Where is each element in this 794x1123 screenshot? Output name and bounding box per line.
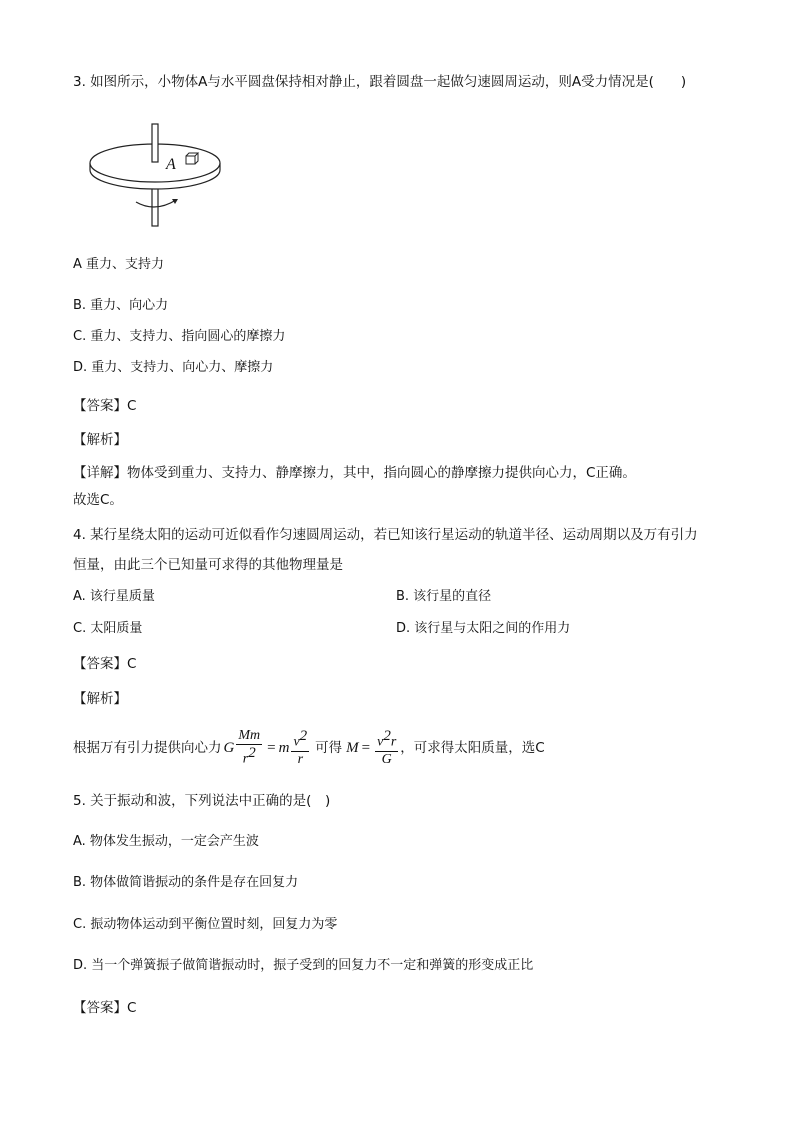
q4-option-c[interactable]: C. 太阳质量 <box>73 621 143 636</box>
q5-option-c[interactable]: C. 振动物体运动到平衡位置时刻，回复力为零 <box>73 917 338 932</box>
formula-suffix: ，可求得太阳质量，选C <box>400 740 545 756</box>
q3-conclusion: 故选C。 <box>73 492 123 508</box>
block-label: A <box>166 156 176 173</box>
formula-prefix: 根据万有引力提供向心力 <box>73 740 222 756</box>
formula-frac-v2r-g: $\frac{v^2r}{G}$ <box>377 728 397 767</box>
q3-option-c[interactable]: C. 重力、支持力、指向圆心的摩擦力 <box>73 329 286 344</box>
q3-option-b[interactable]: B. 重力、向心力 <box>73 298 169 313</box>
q4-formula-line: 根据万有引力提供向心力 G $\frac{Mm}{r^2}$ = m $\frac{v^2}{r}$ 可得 M = $\frac{v^2r}{G}$ ，可求得太阳质量，选C <box>73 728 545 767</box>
q5-option-b[interactable]: B. 物体做简谐振动的条件是存在回复力 <box>73 875 299 890</box>
q4-stem-line1: 4. 某行星绕太阳的运动可近似看作匀速圆周运动，若已知该行星运动的轨道半径、运动周期以及万有引力 <box>73 527 698 543</box>
formula-mid: 可得 <box>315 740 343 756</box>
q3-option-d[interactable]: D. 重力、支持力、向心力、摩擦力 <box>73 360 274 375</box>
q5-option-a[interactable]: A. 物体发生振动，一定会产生波 <box>73 834 259 849</box>
q4-analysis-label: 【解析】 <box>73 691 127 707</box>
q3-stem: 3. 如图所示，小物体A与水平圆盘保持相对静止，跟着圆盘一起做匀速圆周运动，则A受力情况是( ) <box>73 74 687 90</box>
q3-answer: 【答案】C <box>73 398 137 414</box>
q5-option-d[interactable]: D. 当一个弹簧振子做简谐振动时，振子受到的回复力不一定和弹簧的形变成正比 <box>73 958 534 973</box>
formula-frac-mm-r2: $\frac{Mm}{r^2}$ <box>238 728 261 767</box>
q5-stem: 5. 关于振动和波，下列说法中正确的是( ) <box>73 793 331 809</box>
q5-answer: 【答案】C <box>73 1000 137 1016</box>
q4-stem-line2: 恒量，由此三个已知量可求得的其他物理量是 <box>73 557 343 573</box>
q4-option-d[interactable]: D. 该行星与太阳之间的作用力 <box>396 621 571 636</box>
q4-answer: 【答案】C <box>73 656 137 672</box>
q3-detail: 【详解】物体受到重力、支持力、静摩擦力，其中，指向圆心的静摩擦力提供向心力，C正确。 <box>73 465 636 481</box>
rotating-disk-figure <box>88 120 238 232</box>
q4-option-b[interactable]: B. 该行星的直径 <box>396 589 492 604</box>
formula-frac-v2-r: $\frac{v^2}{r}$ <box>293 728 308 767</box>
q4-option-a[interactable]: A. 该行星质量 <box>73 589 155 604</box>
shaft-upper <box>152 124 158 162</box>
formula-g: G <box>223 740 235 756</box>
q3-option-a[interactable]: A 重力、支持力 <box>73 257 165 272</box>
q3-analysis-label: 【解析】 <box>73 432 127 448</box>
